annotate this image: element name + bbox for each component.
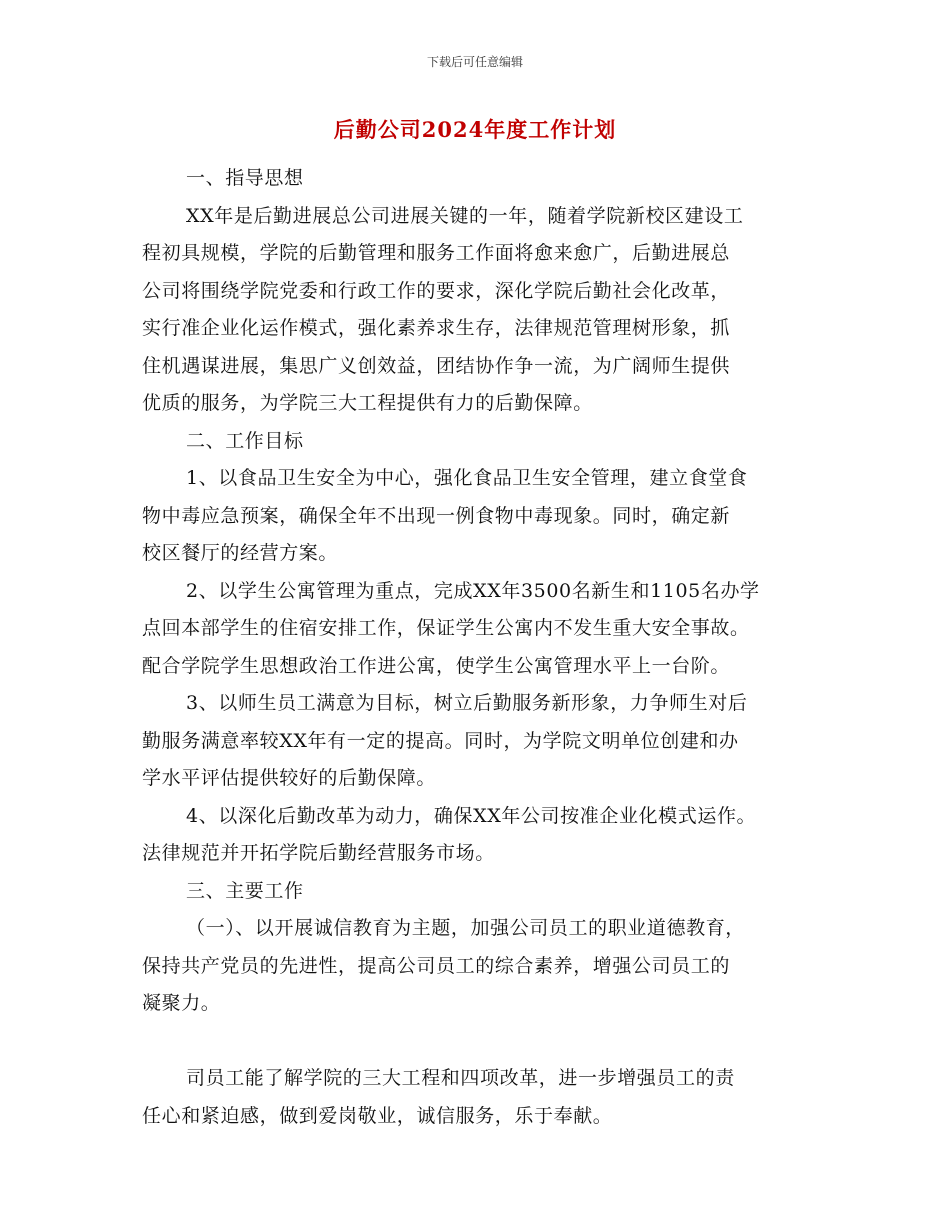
paragraph-line: 配合学院学生思想政治工作进公寓，使学生公寓管理水平上一台阶。 bbox=[142, 654, 731, 677]
paragraph-line: （一）、以开展诚信教育为主题，加强公司员工的职业道德教育， bbox=[186, 917, 745, 939]
paragraph-line: 3、以师生员工满意为目标，树立后勤服务新形象，力争师生对后 bbox=[186, 692, 748, 714]
paragraph-line: 2、以学生公寓管理为重点，完成XX年3500名新生和1105名办学 bbox=[186, 579, 760, 602]
paragraph-line: 物中毒应急预案，确保全年不出现一例食物中毒现象。同时，确定新 bbox=[142, 504, 731, 527]
paragraph-line: 优质的服务，为学院三大工程提供有力的后勤保障。 bbox=[142, 392, 593, 414]
page-header-note: 下载后可任意编辑 bbox=[426, 55, 523, 69]
blank-line bbox=[142, 1023, 810, 1061]
paragraph-line: 学水平评估提供较好的后勤保障。 bbox=[142, 767, 437, 789]
section-heading: 一、指导思想 bbox=[186, 167, 304, 189]
paragraph-line: 司员工能了解学院的三大工程和四项改革，进一步增强员工的责 bbox=[186, 1067, 735, 1089]
paragraph-line: 住机遇谋进展，集思广义创效益，团结协作争一流，为广阔师生提供 bbox=[142, 354, 731, 377]
paragraph-line: 程初具规模，学院的后勤管理和服务工作面将愈来愈广，后勤进展总 bbox=[142, 242, 731, 264]
paragraph-line: 公司将围绕学院党委和行政工作的要求，深化学院后勤社会化改革， bbox=[142, 279, 731, 302]
section-heading: 三、主要工作 bbox=[186, 879, 304, 902]
document-body bbox=[142, 160, 810, 1135]
paragraph-line: 勤服务满意率较XX年有一定的提高。同时，为学院文明单位创建和办 bbox=[142, 729, 739, 752]
paragraph-line: 任心和紧迫感，做到爱岗敬业，诚信服务，乐于奉献。 bbox=[142, 1104, 613, 1127]
section-heading: 二、工作目标 bbox=[186, 429, 304, 452]
paragraph-line: 凝聚力。 bbox=[142, 992, 221, 1014]
document-title: 后勤公司2024年度工作计划 bbox=[333, 117, 617, 142]
paragraph-line: 1、以食品卫生安全为中心，强化食品卫生安全管理，建立食堂食 bbox=[186, 467, 748, 489]
paragraph-line: 保持共产党员的先进性，提高公司员工的综合素养，增强公司员工的 bbox=[142, 954, 731, 977]
paragraph-line: XX年是后勤进展总公司进展关键的一年，随着学院新校区建设工 bbox=[186, 204, 744, 227]
paragraph-line: 实行准企业化运作模式，强化素养求生存，法律规范管理树形象，抓 bbox=[142, 317, 731, 339]
paragraph-line: 点回本部学生的住宿安排工作，保证学生公寓内不发生重大安全事故。 bbox=[142, 617, 750, 639]
paragraph-line: 法律规范并开拓学院后勤经营服务市场。 bbox=[142, 842, 495, 864]
paragraph-line: 校区餐厅的经营方案。 bbox=[142, 542, 339, 564]
paragraph-line: 4、以深化后勤改革为动力，确保XX年公司按准企业化模式运作。 bbox=[186, 804, 757, 827]
